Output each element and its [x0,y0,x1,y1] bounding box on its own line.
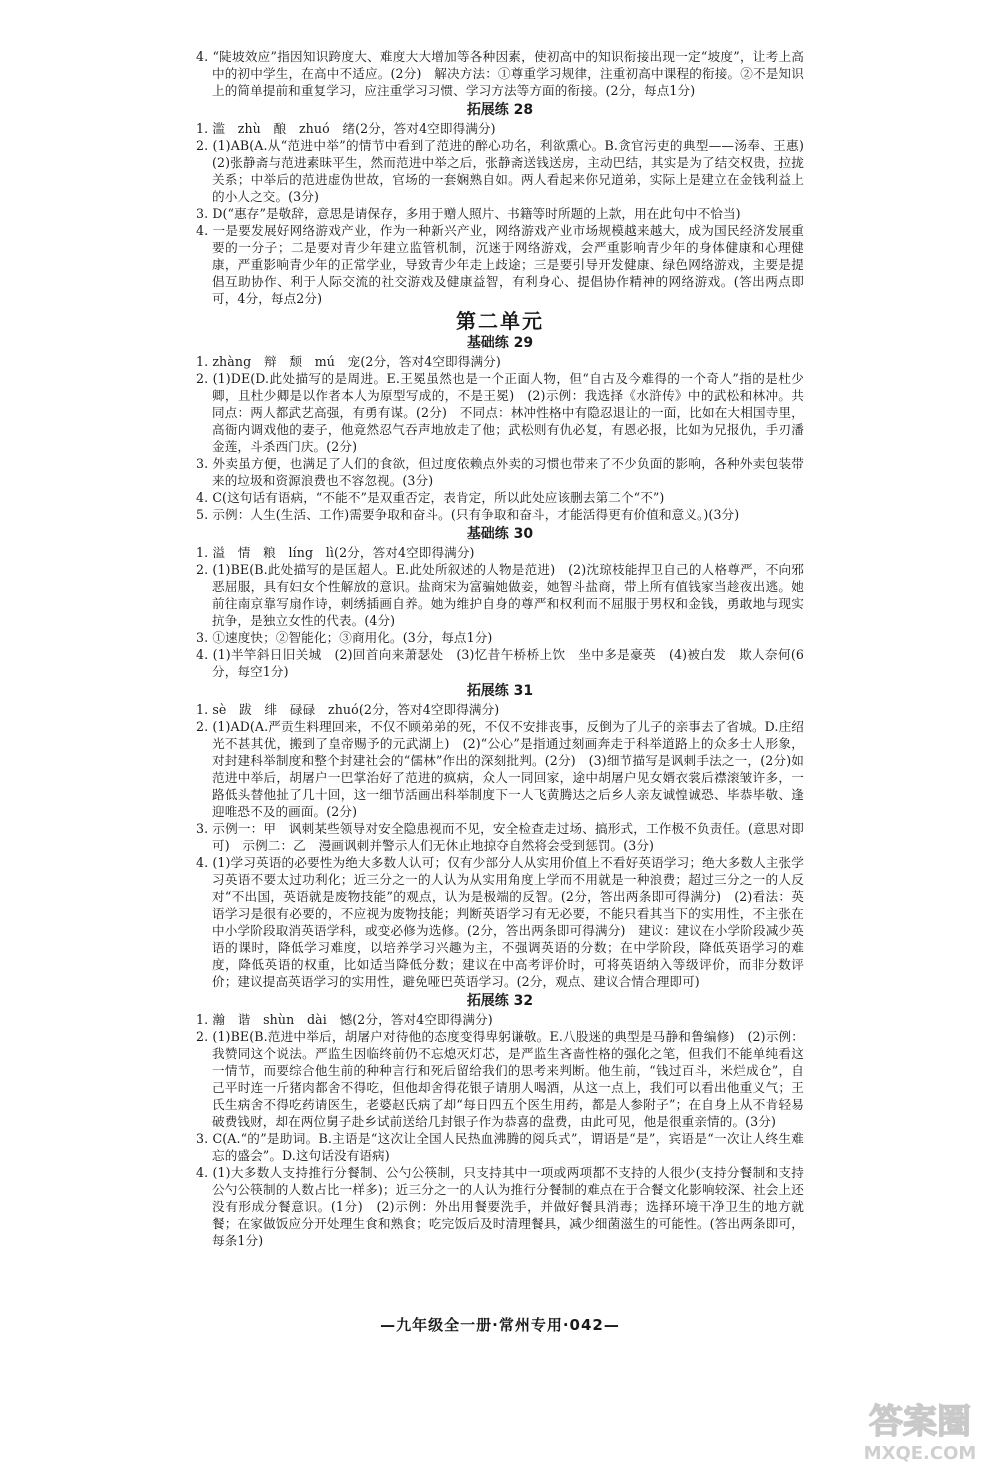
answer-item: 2. (1)BE(B.范进中举后，胡屠户对待他的态度变得卑躬谦敬。E.八股迷的典型是马静和鲁编修) (2)示例：我赞同这个说法。严监生因临终前仍不忘熄灭灯芯，是严监生吝啬性格的强化之笔，但我们不能单纯看这一情节，而要综合他生前的种种言行和死后留给我们的思考来判断。他生前，“钱过百斗，米烂成仓”，自己平时连一斤猪肉都舍不得吃，但他却舍得花银子请朋人喝酒，从这一点上，我们可以看出他重义气；王氏生病舍不得吃药请医生，老婆赵氏病了却“每日四五个医生用药，都是人参附子”；在自身上从不肯轻易破费钱财，却在两位舅子赴乡试前送给几封银子作为恭喜的盘费，由此可见，他是很重亲情的。(3分) [196,1029,804,1129]
answer-item: 4. C(这句话有语病，“不能不”是双重否定，表肯定，所以此处应该删去第二个“不”) [196,490,665,505]
answer-item: 2. (1)DE(D.此处描写的是周进。E.王冕虽然也是一个正面人物，但“自古及今难得的一个奇人”指的是杜少卿，且杜少卿是以作者本人为原型写成的，不是王冕) (2)示例：我选择《水浒传》中的武松和林冲。共同点：两人都武艺高强，有勇有谋。(2分) 不同点：林冲性格中有隐忍退让的一面，比如在大相国寺里，高衙内调戏他的妻子，他竟然忍气吞声地放走了他；武松则有仇必复，有恩必报，比如为兄报仇，手刃潘金莲，斗杀西门庆。(2分) [196,371,804,454]
watermark-url-text: MXQE.COM [863,1443,977,1464]
answer-item: 2. (1)AB(A.从“范进中举”的情节中看到了范进的醉心功名，利欲熏心。B.贪官污吏的典型——汤奉、王惠) (2)张静斋与范进素昧平生，然而范进中举之后，张静斋送钱送房，主动巴结，其实是为了结交权贵，拉拢关系；中举后的范进虚伪世故，官场的一套娴熟自如。两人看起来你兄道弟，实际上是建立在金钱利益上的小人之交。(3分) [196,138,817,204]
answer-item: 3. ①速度快；②智能化；③商用化。(3分，每点1分) [196,630,493,645]
answer-item: 1. 溢 情 粮 líng lì(2分，答对4空即得满分) [196,545,475,560]
answer-item: 4. “陡坡效应”指因知识跨度大、难度大大增加等各种因素，使初高中的知识衔接出现一定“坡度”，让考上高中的初中学生，在高中不适应。(2分) 解决方法：①尊重学习规律，注重初高中课程的衔接。②不是知识上的简单提前和重复学习，应注重学习习惯、学习方法等方面的衔接。(2分，每点1分) [196,49,804,98]
answer-item: 1. zhàng 辩 颓 mú 宠(2分，答对4空即得满分) [196,354,501,369]
unit-heading: 第二单元 [456,309,544,333]
section-heading: 拓展练 28 [466,102,534,118]
answer-item: 1. 瀚 谐 shùn dài 憾(2分，答对4空即得满分) [196,1012,493,1027]
page-footer: —九年级全一册·常州专用·042— [380,1316,620,1334]
section-heading: 拓展练 31 [466,683,534,699]
answer-item: 3. 示例一：甲 讽刺某些领导对安全隐患视而不见，安全检查走过场、搞形式，工作极不负责任。(意思对即可) 示例二：乙 漫画讽刺并警示人们无休止地掠夺自然将会受到惩罚。(3分) [196,821,804,853]
answer-item: 1. 滥 zhù 酿 zhuó 绪(2分，答对4空即得满分) [196,121,496,136]
answer-page-content [196,48,817,1249]
answer-item: 2. (1)AD(A.严贡生料理回来，不仅不顾弟弟的死，不仅不安排丧事，反倒为了儿子的亲事去了省城。D.庄绍光不甚其优，搬到了皇帝赐予的元武湖上) (2)“公心”是指通过刻画奔走于科举道路上的众多士人形象，对封建科举制度和整个封建社会的“儒林”作出的深刻批判。(2分) (3)细节描写是讽刺手法之一，(2分)如范进中举后，胡屠户一巴掌治好了范进的疯病，众人一同回家，途中胡屠户见女婿衣裳后襟滚皱许多，一路低头替他扯了几十回，这一细节活画出科举制度下一人飞黄腾达之后乡人亲友诚惶诚恐、毕恭毕敬、逢迎唯恐不及的画面。(2分) [196,719,804,819]
watermark-logo [845,1395,995,1465]
answer-item: 3. C(A.“的”是助词。B.主语是“这次让全国人民热血沸腾的阅兵式”，谓语是“是”，宾语是“一次让人终生难忘的盛会”。D.这句话没有语病) [196,1131,804,1163]
watermark-logo-text: 答案圈 [869,1402,971,1442]
answer-item: 5. 示例：人生(生活、工作)需要争取和奋斗。(只有争取和奋斗，才能活得更有价值和意义。)(3分) [196,507,740,522]
answer-item: 4. 一是要发展好网络游戏产业，作为一种新兴产业，网络游戏产业市场规模越来越大，成为国民经济发展重要的一分子；二是要对青少年建立监管机制，沉迷于网络游戏，会严重影响青少年的身体健康和心理健康，严重影响青少年的正常学业，导致青少年走上歧途；三是要引导开发健康、绿色网络游戏，主要是提倡互助协作、利于人际交流的社交游戏及健康益智，有利身心、提倡协作精神的网络游戏。(答出两点即可，4分，每点2分) [196,223,804,306]
section-heading: 基础练 29 [466,335,534,351]
answer-item: 3. D(“惠存”是敬辞，意思是请保存，多用于赠人照片、书籍等时所题的上款，用在此句中不恰当) [196,206,741,221]
answer-item: 4. (1)半竿斜日旧关城 (2)回首向来萧瑟处 (3)忆昔午桥桥上饮 坐中多是豪英 (4)被白发 欺人奈何(6分，每空1分) [196,647,804,679]
answer-item: 4. (1)大多数人支持推行分餐制、公勺公筷制，只支持其中一项或两项都不支持的人很少(支持分餐制和支持公勺公筷制的人数占比一样多)；近三分之一的人认为推行分餐制的难点在于合餐文化影响较深、社会上还没有形成分餐意识。(1分) (2)示例：外出用餐要洗手，并做好餐具消毒；选择环境干净卫生的地方就餐；在家做饭应分开处理生食和熟食；吃完饭后及时清理餐具，减少细菌滋生的可能性。(答出两条即可，每条1分) [196,1165,804,1248]
answer-item: 3. 外卖虽方便，也满足了人们的食欲，但过度依赖点外卖的习惯也带来了不少负面的影响，各种外卖包装带来的垃圾和资源浪费也不容忽视。(3分) [196,456,804,488]
answer-item: 2. (1)BE(B.此处描写的是匡超人。E.此处所叙述的人物是范进) (2)沈琼枝能捍卫自己的人格尊严，不向邪恶屈服，具有妇女个性解放的意识。盐商宋为富骗她做妾，她智斗盐商，带上所有值钱家当趁夜出逃。她前往南京靠写扇作诗，刺绣插画自养。她为维护自身的尊严和权利而不屈服于男权和金钱，勇敢地与现实抗争，是独立女性的代表。(4分) [196,562,804,628]
section-heading: 拓展练 32 [466,993,534,1009]
answer-item: 1. sè 跋 绯 碌碌 zhuó(2分，答对4空即得满分) [196,702,500,717]
answer-item: 4. (1)学习英语的必要性为绝大多数人认可；仅有少部分人从实用价值上不看好英语学习；绝大多数人主张学习英语不要太过功利化；近三分之一的人认为从实用角度上学而不用就是一种浪费；超过三分之一的人反对“不出国，英语就是废物技能”的观点，认为是极端的反智。(2分，答出两条即可得满分) (2)看法：英语学习是很有必要的，不应视为废物技能；判断英语学习有无必要，不能只看其当下的实用性，不主张在中小学阶段取消英语学科，或变必修为选修。(2分，答出两条即可得满分) 建议：建议在小学阶段减少英语的课时，降低学习难度，以培养学习兴趣为主，不强调英语的分数；在中学阶段，降低英语学习的难度，降低英语的权重，比如适当降低分数；建议在中高考评价时，可将英语纳入等级评价，而非分数评价；建议提高英语学习的实用性，避免哑巴英语学习。(2分，观点、建议合情合理即可) [196,855,804,989]
section-heading: 基础练 30 [466,526,534,542]
